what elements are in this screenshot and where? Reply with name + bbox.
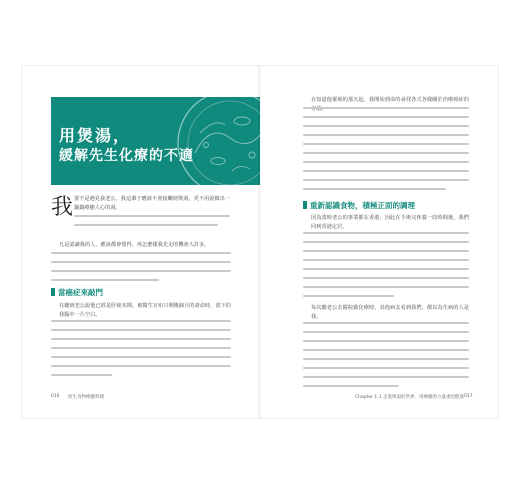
section-heading-left: [51, 287, 103, 298]
body-paragraph-2: 在聽到老公說他已經是肝癌末期，被醫生宣布只剩幾個月的壽命時，當下的我腦中一片空白。: [59, 303, 231, 318]
body-paragraph-2-lines: [51, 320, 231, 383]
soup-bowl-illustration-icon: [170, 97, 260, 185]
chapter-title-band: [51, 97, 260, 185]
chapter-title-line1: 用煲湯，: [59, 126, 132, 145]
drop-cap: 我: [51, 195, 74, 220]
heading-marker-right: [303, 201, 307, 209]
right-page-number: 017: [464, 394, 473, 399]
right-paragraph-2: 因為當時老公的事業都在香港，因此在手術完休養一段時間後，我們回到香港定居。: [311, 215, 469, 230]
intro-text-lines: [74, 215, 230, 233]
chapter-title-line2: 緩解先生化療的不適: [59, 148, 194, 164]
section-heading-left-text: 當癌症來敲門: [58, 288, 103, 297]
body-paragraph-1-lines: [51, 252, 231, 288]
right-paragraph-3-lines: [303, 322, 469, 394]
section-heading-right: [303, 200, 415, 211]
section-heading-right-text: 重新認識食物，積極正面的調理: [310, 201, 415, 210]
left-running-head: 原生食物療癒料理: [68, 395, 104, 400]
intro-paragraph: 要不是遇見我老公，我這輩子應該不會接觸到煲湯，更不用說做出一鍋鍋療癒人心的湯。: [74, 196, 230, 211]
left-page: [22, 66, 260, 418]
right-running-head: Chapter 1.1 走進煲湯的世界，用療癒的力量重拾健康: [355, 395, 465, 400]
book-spread: [22, 66, 498, 418]
right-paragraph-2-lines: [303, 232, 469, 304]
right-paragraph-1-lines: [303, 107, 469, 197]
right-paragraph-1: 在知道他罹癌的那天起，我開始到命的尋找各式各樣關於治療癌症的: [311, 97, 469, 103]
body-paragraph-1: 凡是認識我的人，應該都會覺得，再怎麼樣我先走的機會大許多。: [59, 242, 210, 248]
heading-marker: [51, 288, 55, 296]
left-page-number: 016: [51, 394, 60, 399]
right-page: [260, 66, 498, 418]
right-paragraph-3: 每次聽老公去醫院做化療時，其他病友看到我們，都以為生病的人是我。: [311, 305, 469, 320]
